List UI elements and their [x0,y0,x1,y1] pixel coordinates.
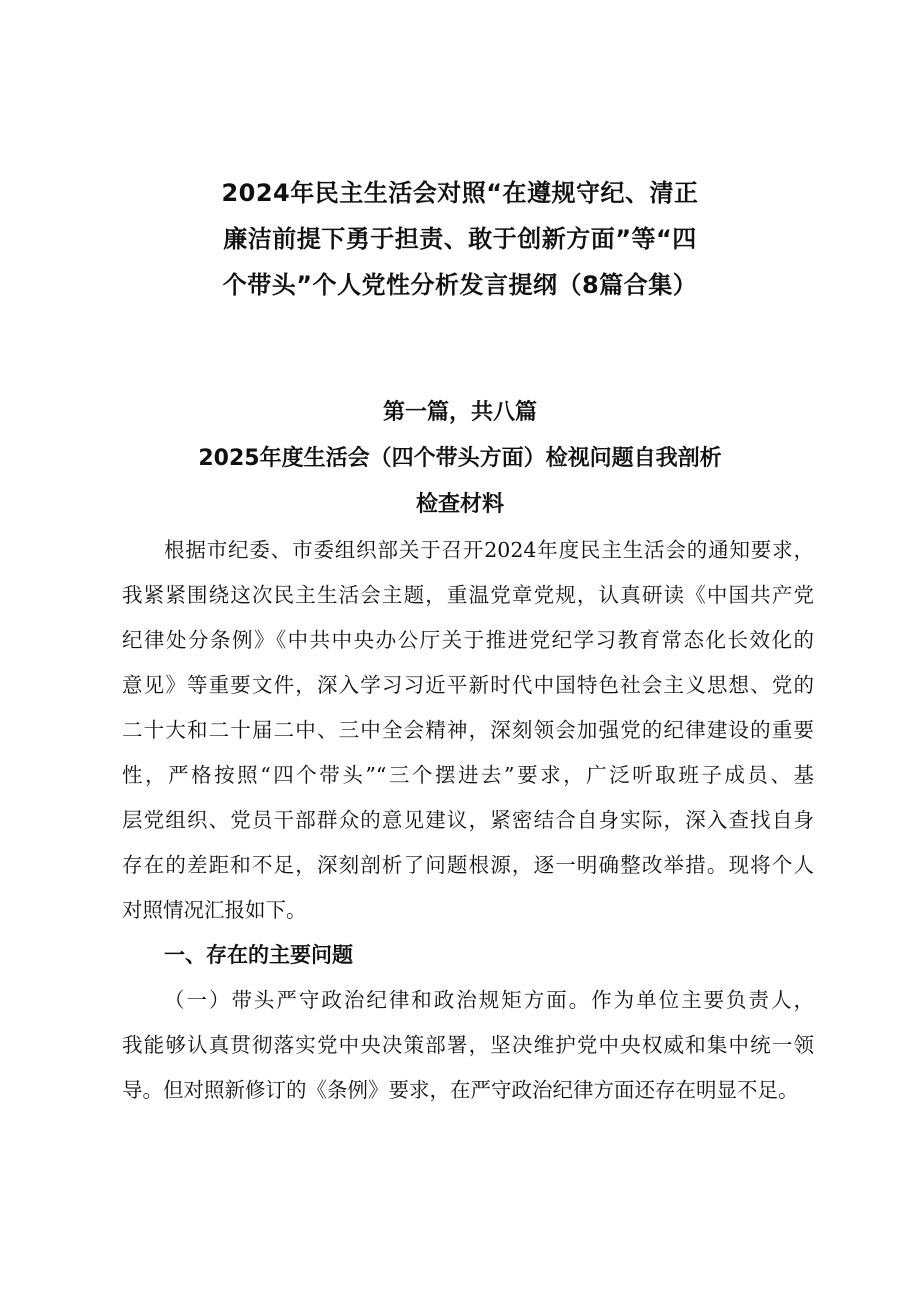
paragraph-line: （一）带头严守政治纪律和政治规矩方面。作为单位主要负责人， [164,988,814,1012]
paragraph-line: 我能够认真贯彻落实党中央决策部署，坚决维护党中央权威和集中统一领 [122,1033,814,1057]
paragraph-line: 我紧紧围绕这次民主生活会主题，重温党章党规，认真研读《中国共产党 [122,583,814,607]
intro-paragraph [122,528,814,933]
chapter-title-line: 2025年度生活会（四个带头方面）检视问题自我剖析 [198,446,722,471]
paragraph-line: 二十大和二十届二中、三中全会精神，深刻领会加强党的纪律建设的重要 [122,718,814,742]
paragraph-line: 根据市纪委、市委组织部关于召开2024年度民主生活会的通知要求， [164,538,814,562]
paragraph-line: 层党组织、党员干部群众的意见建议，紧密结合自身实际，深入查找自身 [122,808,814,832]
main-title-line: 廉洁前提下勇于担责、敢于创新方面”等“四 [223,225,697,253]
chapter-title-line: 检查材料 [415,492,504,517]
paragraph-line: 导。但对照新修订的《条例》要求，在严守政治纪律方面还存在明显不足。 [122,1078,799,1102]
paragraph-line: 纪律处分条例》《中共中央办公厅关于推进党纪学习教育常态化长效化的 [122,628,814,652]
main-title-line: 个带头”个人党性分析发言提纲（8篇合集） [222,271,698,299]
document-main-title [180,170,740,308]
paragraph-line: 意见》等重要文件，深入学习习近平新时代中国特色社会主义思想、党的 [122,673,814,697]
paragraph-line: 存在的差距和不足，深刻剖析了问题根源，逐一明确整改举措。现将个人 [122,853,814,877]
chapter-number: 第一篇，共八篇 [382,400,537,425]
section-paragraph [122,978,814,1113]
section-heading: 一、存在的主要问题 [164,943,353,967]
paragraph-line: 性，严格按照“四个带头”“三个摆进去”要求，广泛听取班子成员、基 [122,763,814,787]
main-title-line: 2024年民主生活会对照“在遵规守纪、清正 [221,179,699,207]
chapter-title [120,390,800,528]
paragraph-line: 对照情况汇报如下。 [122,898,307,922]
